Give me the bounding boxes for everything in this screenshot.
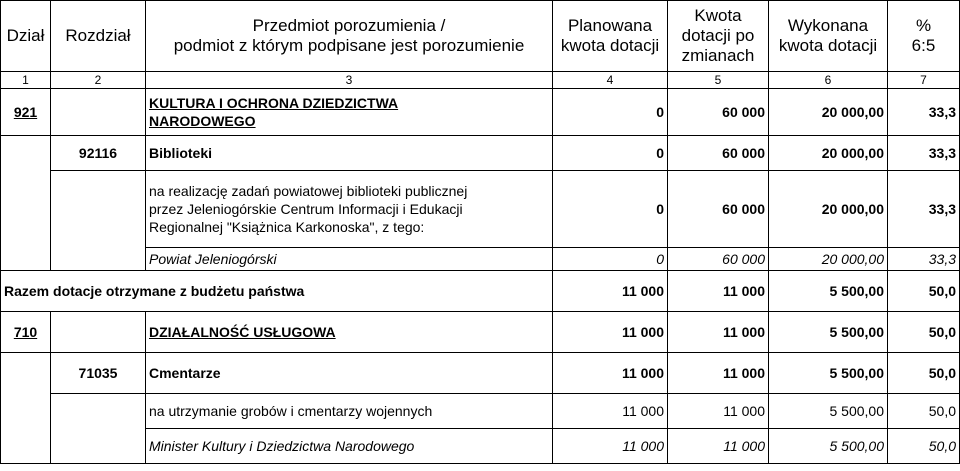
amount-after-changes: 60 000 [668, 89, 769, 136]
planned-amount: 11 000 [553, 353, 668, 394]
executed-amount: 20 000,00 [769, 248, 888, 271]
rozdzial-cell [51, 171, 146, 248]
table-row-total [1, 271, 960, 312]
executed-amount: 5 500,00 [769, 353, 888, 394]
column-number: 2 [51, 72, 146, 89]
planned-amount: 11 000 [553, 271, 668, 312]
dzial-code: 710 [1, 312, 51, 353]
agreement-party: Powiat Jeleniogórski [146, 248, 553, 271]
amount-after-changes: 11 000 [668, 271, 769, 312]
table-row-minister [1, 429, 960, 464]
header-przedmiot: Przedmiot porozumienia / podmiot z którym podpisane jest porozumienie [146, 1, 553, 72]
amount-after-changes: 60 000 [668, 171, 769, 248]
header-percent: % 6:5 [888, 1, 960, 72]
rozdzial-cell [51, 89, 146, 136]
dzial-cell [1, 136, 51, 171]
rozdzial-cell [51, 429, 146, 464]
table-row-dzial-710 [1, 312, 960, 353]
rozdzial-code: 71035 [51, 353, 146, 394]
amount-after-changes: 60 000 [668, 136, 769, 171]
table-row-description [1, 394, 960, 429]
table-row-description [1, 171, 960, 248]
amount-after-changes: 60 000 [668, 248, 769, 271]
total-label: Razem dotacje otrzymane z budżetu państwa [1, 271, 553, 312]
percent-value: 33,3 [888, 171, 960, 248]
planned-amount: 11 000 [553, 429, 668, 464]
rozdzial-name: Biblioteki [146, 136, 553, 171]
planned-amount: 0 [553, 89, 668, 136]
header-row [1, 1, 960, 72]
percent-value: 33,3 [888, 89, 960, 136]
planned-amount: 11 000 [553, 394, 668, 429]
column-number: 7 [888, 72, 960, 89]
planned-amount: 0 [553, 171, 668, 248]
header-rozdzial: Rozdział [51, 1, 146, 72]
dzial-cell [1, 248, 51, 271]
table-row-rozdzial-71035 [1, 353, 960, 394]
executed-amount: 5 500,00 [769, 271, 888, 312]
executed-amount: 20 000,00 [769, 136, 888, 171]
dzial-cell [1, 353, 51, 394]
executed-amount: 5 500,00 [769, 429, 888, 464]
column-number: 5 [668, 72, 769, 89]
rozdzial-cell [51, 248, 146, 271]
executed-amount: 20 000,00 [769, 89, 888, 136]
column-number: 1 [1, 72, 51, 89]
planned-amount: 0 [553, 136, 668, 171]
percent-value: 50,0 [888, 429, 960, 464]
header-kwota-po-zmianach: Kwota dotacji po zmianach [668, 1, 769, 72]
percent-value: 50,0 [888, 271, 960, 312]
percent-value: 50,0 [888, 312, 960, 353]
agreement-description: na utrzymanie grobów i cmentarzy wojennych [146, 394, 553, 429]
dzial-name: DZIAŁALNOŚĆ USŁUGOWA [146, 312, 553, 353]
table-row-powiat [1, 248, 960, 271]
executed-amount: 20 000,00 [769, 171, 888, 248]
column-numbers-row [1, 72, 960, 89]
column-number: 4 [553, 72, 668, 89]
dzial-cell [1, 429, 51, 464]
planned-amount: 11 000 [553, 312, 668, 353]
amount-after-changes: 11 000 [668, 353, 769, 394]
planned-amount: 0 [553, 248, 668, 271]
rozdzial-code: 92116 [51, 136, 146, 171]
executed-amount: 5 500,00 [769, 394, 888, 429]
column-number: 6 [769, 72, 888, 89]
percent-value: 50,0 [888, 394, 960, 429]
rozdzial-name: Cmentarze [146, 353, 553, 394]
amount-after-changes: 11 000 [668, 312, 769, 353]
percent-value: 50,0 [888, 353, 960, 394]
percent-value: 33,3 [888, 136, 960, 171]
column-number: 3 [146, 72, 553, 89]
dzial-code: 921 [1, 89, 51, 136]
amount-after-changes: 11 000 [668, 394, 769, 429]
agreement-description: na realizację zadań powiatowej biblioteki publicznej przez Jeleniogórskie Centrum Informacji i Edukacji Regionalnej "Książnica Karkonoska", z tego: [146, 171, 553, 248]
amount-after-changes: 11 000 [668, 429, 769, 464]
executed-amount: 5 500,00 [769, 312, 888, 353]
rozdzial-cell [51, 394, 146, 429]
dzial-cell [1, 171, 51, 248]
header-dzial: Dział [1, 1, 51, 72]
table-row-dzial-921 [1, 89, 960, 136]
dzial-name: KULTURA I OCHRONA DZIEDZICTWA NARODOWEGO [146, 89, 553, 136]
rozdzial-cell [51, 312, 146, 353]
header-planowana: Planowana kwota dotacji [553, 1, 668, 72]
percent-value: 33,3 [888, 248, 960, 271]
dzial-cell [1, 394, 51, 429]
agreement-party: Minister Kultury i Dziedzictwa Narodowego [146, 429, 553, 464]
table-row-rozdzial-92116 [1, 136, 960, 171]
header-wykonana: Wykonana kwota dotacji [769, 1, 888, 72]
